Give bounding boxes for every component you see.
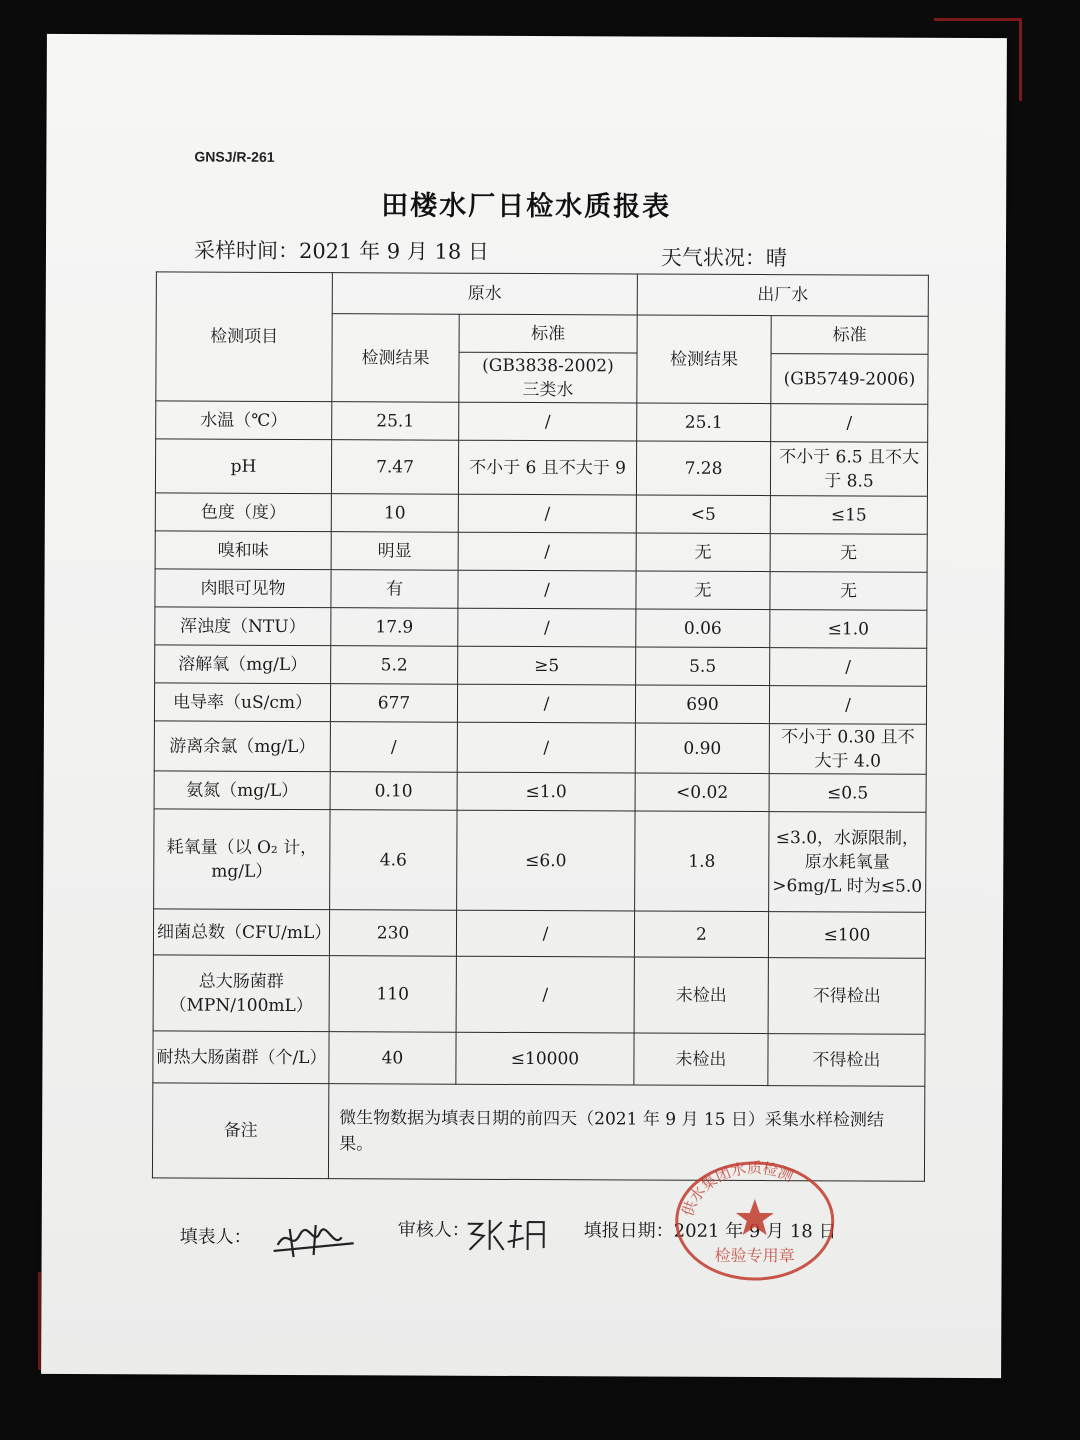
out-standard-cell: 不得检出 — [768, 958, 925, 1035]
raw-standard-cell: / — [458, 608, 636, 647]
raw-standard-code: (GB3838-2002) — [482, 355, 614, 376]
raw-result-cell: 有 — [331, 570, 458, 609]
out-standard-cell: ≤0.5 — [769, 774, 926, 813]
out-standard-cell: ≤1.0 — [770, 610, 927, 649]
out-result-cell: 0.06 — [636, 609, 770, 648]
report-paper — [41, 34, 1007, 1378]
table-row — [154, 683, 926, 724]
item-cell: 浑浊度（NTU） — [155, 607, 331, 646]
out-result-cell: 未检出 — [634, 1033, 768, 1086]
table-row — [153, 955, 925, 1034]
svg-text:检验专用章: 检验专用章 — [714, 1245, 795, 1266]
item-cell: 电导率（uS/cm） — [154, 683, 330, 722]
table-row — [154, 809, 926, 912]
out-standard-cell: ≤15 — [770, 496, 927, 535]
table-row — [155, 607, 927, 648]
raw-standard-cell: / — [458, 494, 636, 533]
raw-result-cell: / — [330, 722, 457, 773]
reviewer-signature — [462, 1212, 552, 1257]
raw-standard-cell: ≤10000 — [456, 1032, 634, 1085]
item-cell: 溶解氧（mg/L） — [155, 645, 331, 684]
out-standard-cell: / — [771, 404, 928, 443]
raw-standard-cell: ≤1.0 — [457, 772, 635, 811]
out-standard-cell: 无 — [770, 534, 927, 573]
header-raw-water: 原水 — [332, 273, 637, 315]
item-cell: 水温（℃） — [156, 401, 332, 440]
table-row — [155, 439, 927, 496]
raw-standard-cell: / — [458, 532, 636, 571]
header-out-result: 检测结果 — [637, 315, 771, 404]
header-raw-standard: 标准 — [459, 314, 637, 353]
raw-standard-cell: ≥5 — [458, 646, 636, 685]
header-out-standard: 标准 — [771, 316, 928, 355]
remark-text: 微生物数据为填表日期的前四天（2021 年 9 月 15 日）采集水样检测结果。 — [328, 1084, 924, 1182]
out-standard-cell: / — [770, 648, 927, 687]
out-result-cell: 1.8 — [635, 811, 769, 912]
table-row — [156, 401, 928, 442]
header-item: 检测项目 — [156, 272, 333, 402]
raw-standard-name — [459, 352, 637, 403]
raw-result-cell: 230 — [329, 910, 456, 957]
header-raw-result: 检测结果 — [332, 314, 459, 403]
raw-standard-cell: / — [457, 722, 635, 773]
table-row — [155, 493, 927, 534]
out-standard-cell: 不小于 0.30 且不大于 4.0 — [769, 724, 926, 775]
raw-result-cell: 明显 — [331, 532, 458, 571]
out-standard-cell: 不小于 6.5 且不大于 8.5 — [770, 442, 927, 497]
item-cell: pH — [155, 439, 331, 494]
out-standard-cell: ≤100 — [768, 912, 925, 959]
out-result-cell: <5 — [636, 495, 770, 534]
remark-label: 备注 — [152, 1083, 328, 1179]
out-result-cell: 25.1 — [637, 403, 771, 442]
raw-result-cell: 0.10 — [330, 772, 457, 811]
item-cell: 耗氧量（以 O₂ 计，mg/L） — [154, 809, 330, 910]
weather: 天气状况：晴 — [660, 245, 788, 271]
raw-result-cell: 25.1 — [332, 402, 459, 441]
item-cell: 细菌总数（CFU/mL） — [153, 909, 329, 956]
item-cell: 肉眼可见物 — [155, 569, 331, 608]
out-standard-cell: ≤3.0，水源限制，原水耗氧量>6mg/L 时为≤5.0 — [769, 812, 926, 913]
date-label: 填报日期： — [583, 1220, 674, 1242]
out-result-cell: 5.5 — [636, 647, 770, 686]
raw-standard-cell: / — [458, 570, 636, 609]
out-result-cell: 无 — [636, 533, 770, 572]
table-row — [154, 771, 926, 812]
raw-result-cell: 110 — [329, 956, 456, 1033]
out-result-cell: 2 — [634, 911, 768, 958]
out-standard-cell: 无 — [770, 572, 927, 611]
out-result-cell: 690 — [635, 685, 769, 724]
out-result-cell: 未检出 — [634, 957, 768, 1034]
item-cell: 耐热大肠菌群（个/L） — [153, 1031, 329, 1084]
raw-result-cell: 5.2 — [331, 646, 458, 685]
svg-text:供水集团水质检测: 供水集团水质检测 — [678, 1158, 797, 1219]
raw-result-cell: 40 — [329, 1032, 456, 1085]
report-title: 田楼水厂日检水质报表 — [381, 190, 672, 223]
out-result-cell: <0.02 — [635, 773, 769, 812]
table-row — [153, 1031, 925, 1086]
raw-standard-cell: / — [459, 402, 637, 441]
item-cell: 游离余氯（mg/L） — [154, 721, 330, 772]
item-cell: 嗅和味 — [155, 531, 331, 570]
out-result-cell: 0.90 — [635, 723, 769, 774]
out-standard-cell: 不得检出 — [768, 1034, 925, 1087]
raw-result-cell: 4.6 — [330, 810, 457, 911]
raw-standard-cell: / — [456, 910, 634, 957]
item-cell: 总大肠菌群（MPN/100mL） — [153, 955, 329, 1032]
out-standard-cell: / — [769, 686, 926, 725]
official-stamp — [669, 1155, 840, 1284]
raw-result-cell: 17.9 — [331, 608, 458, 647]
item-cell: 氨氮（mg/L） — [154, 771, 330, 810]
date-value: 2021 年 9 月 18 日 — [673, 1220, 837, 1243]
header-outlet-water: 出厂水 — [637, 274, 928, 316]
table-row — [154, 721, 926, 774]
raw-standard-cell: / — [456, 956, 634, 1033]
raw-result-cell: 677 — [330, 684, 457, 723]
sample-time: 采样时间：2021 年 9 月 18 日 — [193, 238, 489, 264]
raw-standard-cell: ≤6.0 — [457, 810, 635, 911]
table-body — [153, 401, 928, 1086]
water-quality-table — [152, 271, 929, 1181]
table-row — [155, 531, 927, 572]
table-row — [155, 569, 927, 610]
raw-result-cell: 7.47 — [331, 440, 458, 495]
document-code: GNSJ/R-261 — [194, 148, 275, 165]
out-standard-name: (GB5749-2006) — [771, 354, 928, 405]
out-result-cell: 7.28 — [636, 441, 770, 496]
table-row — [155, 645, 927, 686]
filler-signature — [270, 1217, 360, 1262]
raw-standard-cell: / — [457, 684, 635, 723]
item-cell: 色度（度） — [155, 493, 331, 532]
raw-standard-cell: 不小于 6 且不大于 9 — [458, 440, 636, 495]
table-row — [153, 909, 925, 958]
reviewer-label: 审核人： — [397, 1219, 470, 1241]
raw-result-cell: 10 — [331, 494, 458, 533]
out-result-cell: 无 — [636, 571, 770, 610]
filler-label: 填表人： — [179, 1226, 252, 1248]
raw-standard-class: 三类水 — [522, 379, 574, 400]
